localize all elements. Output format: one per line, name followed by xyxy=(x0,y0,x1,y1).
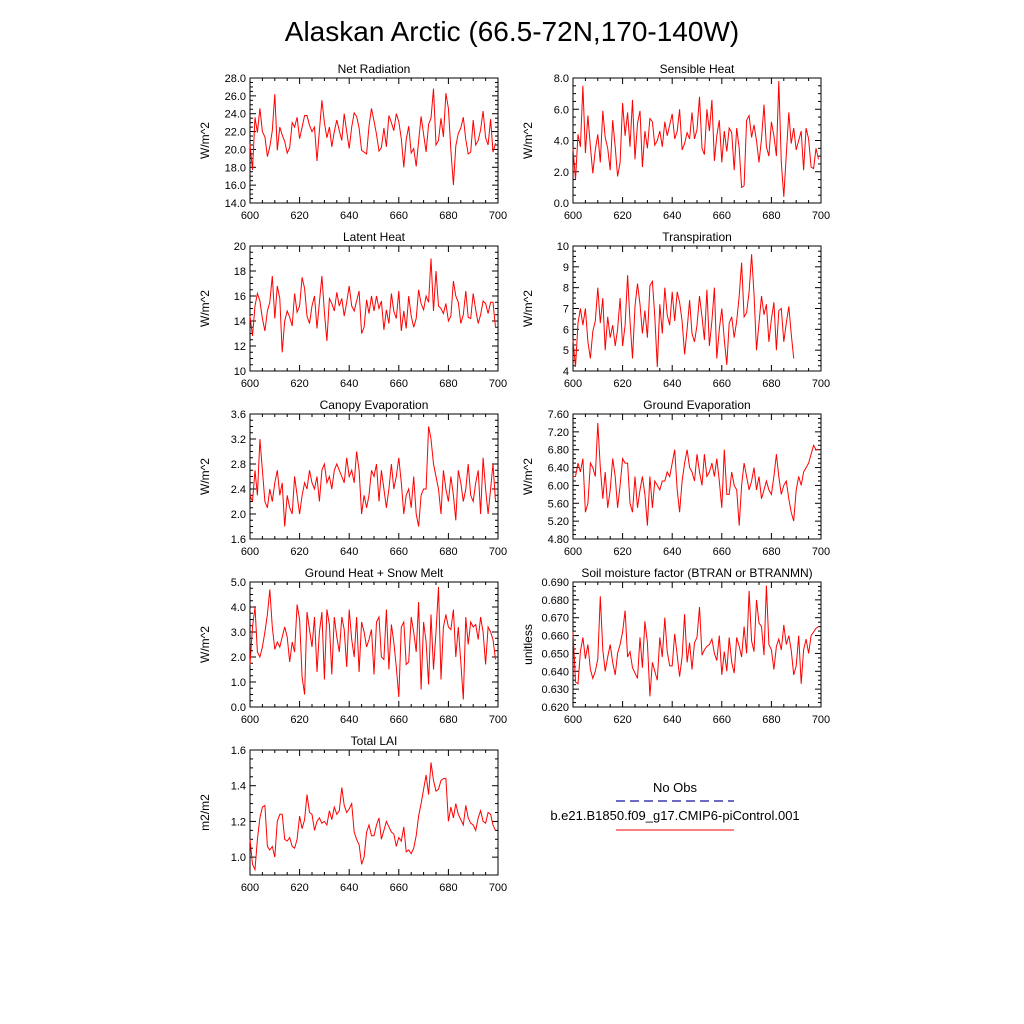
y-tick-label: 5 xyxy=(562,345,569,358)
panel-soil-moisture-factor-btran-or-btranmn xyxy=(521,566,830,726)
y-tick-label: 6.80 xyxy=(547,444,569,457)
y-tick-label: 3.2 xyxy=(230,434,246,446)
legend xyxy=(550,780,799,830)
x-tick-label: 700 xyxy=(488,882,508,894)
x-tick-label: 680 xyxy=(439,882,458,894)
panel-title: Sensible Heat xyxy=(659,62,735,76)
x-tick-label: 620 xyxy=(613,546,632,558)
panel-total-lai xyxy=(198,734,507,894)
y-tick-label: 7.60 xyxy=(547,409,569,421)
y-tick-label: 6.40 xyxy=(547,462,569,475)
y-tick-label: 4 xyxy=(562,366,569,378)
x-tick-label: 660 xyxy=(712,546,731,558)
x-tick-label: 640 xyxy=(340,714,359,726)
y-tick-label: 7.20 xyxy=(547,426,569,439)
y-axis-label: W/m^2 xyxy=(198,290,212,327)
panel-ground-evaporation xyxy=(521,398,830,558)
y-tick-label: 6.00 xyxy=(547,480,569,493)
series-line-soil-moisture-factor-btran-or-btranmn xyxy=(573,586,819,697)
x-tick-label: 660 xyxy=(389,714,408,726)
x-tick-label: 620 xyxy=(290,714,309,726)
series-line-net-radiation xyxy=(250,89,496,185)
panel-title: Transpiration xyxy=(662,230,732,244)
y-tick-label: 1.2 xyxy=(230,816,246,829)
y-tick-label: 5.60 xyxy=(547,498,569,511)
y-tick-label: 1.6 xyxy=(230,534,246,546)
x-tick-label: 660 xyxy=(712,210,731,222)
series-line-transpiration xyxy=(573,254,794,366)
y-tick-label: 0.680 xyxy=(541,594,569,607)
y-tick-label: 18 xyxy=(233,266,246,278)
y-tick-label: 26.0 xyxy=(224,90,246,103)
y-tick-label: 0.690 xyxy=(541,577,569,589)
y-tick-label: 0.0 xyxy=(553,198,569,210)
panel-title: Latent Heat xyxy=(342,230,406,244)
y-tick-label: 24.0 xyxy=(224,108,246,121)
y-tick-label: 16 xyxy=(233,291,246,303)
x-tick-label: 600 xyxy=(240,210,260,222)
y-tick-label: 2.0 xyxy=(553,166,569,179)
x-tick-label: 620 xyxy=(613,714,632,726)
x-tick-label: 640 xyxy=(663,210,682,222)
y-tick-label: 18.0 xyxy=(224,162,246,175)
y-tick-label: 6.0 xyxy=(553,104,569,117)
x-tick-label: 620 xyxy=(290,210,309,222)
x-tick-label: 700 xyxy=(811,546,831,558)
figure-title: Alaskan Arctic (66.5-72N,170-140W) xyxy=(284,16,740,47)
y-tick-label: 0.630 xyxy=(541,684,569,697)
y-tick-label: 2.8 xyxy=(230,459,246,471)
y-tick-label: 14.0 xyxy=(224,198,246,210)
x-tick-label: 600 xyxy=(240,714,260,726)
panel-net-radiation xyxy=(198,62,507,222)
x-tick-label: 600 xyxy=(240,546,260,558)
y-tick-label: 12 xyxy=(233,341,246,353)
legend-label-model: b.e21.B1850.f09_g17.CMIP6-piControl.001 xyxy=(550,808,800,823)
x-tick-label: 660 xyxy=(712,378,731,390)
series-line-latent-heat xyxy=(250,259,496,353)
x-tick-label: 640 xyxy=(663,546,682,558)
panel-title: Ground Heat + Snow Melt xyxy=(304,566,444,580)
y-tick-label: 8 xyxy=(562,282,569,295)
y-tick-label: 2.4 xyxy=(230,484,246,496)
y-tick-label: 1.0 xyxy=(230,677,246,689)
plot-frame xyxy=(250,78,498,203)
x-tick-label: 600 xyxy=(563,714,583,726)
y-tick-label: 3.0 xyxy=(230,627,246,639)
x-tick-label: 660 xyxy=(712,714,731,726)
y-axis-label: unitless xyxy=(521,624,535,665)
x-tick-label: 700 xyxy=(488,210,508,222)
panel-ground-heat-snow-melt xyxy=(198,566,507,726)
y-tick-label: 1.4 xyxy=(230,780,246,793)
y-tick-label: 0.0 xyxy=(230,702,246,714)
x-tick-label: 660 xyxy=(389,546,408,558)
x-tick-label: 640 xyxy=(340,378,359,390)
panel-canopy-evaporation xyxy=(198,398,507,558)
x-tick-label: 680 xyxy=(762,546,781,558)
y-tick-label: 8.0 xyxy=(553,73,569,85)
y-tick-label: 0.660 xyxy=(541,630,569,643)
x-tick-label: 640 xyxy=(340,210,359,222)
y-axis-label: m2/m2 xyxy=(198,794,212,831)
panel-title: Soil moisture factor (BTRAN or BTRANMN) xyxy=(581,566,813,580)
x-tick-label: 700 xyxy=(488,714,508,726)
x-tick-label: 700 xyxy=(811,378,831,390)
x-tick-label: 600 xyxy=(240,882,260,894)
y-tick-label: 1.0 xyxy=(230,852,246,865)
legend-label-obs: No Obs xyxy=(652,780,698,795)
panel-title: Net Radiation xyxy=(337,62,411,76)
y-tick-label: 4.80 xyxy=(547,534,569,546)
y-tick-label: 20.0 xyxy=(224,144,246,157)
y-tick-label: 20 xyxy=(233,241,246,253)
y-tick-label: 10 xyxy=(233,366,246,378)
panel-title: Ground Evaporation xyxy=(643,398,751,412)
x-tick-label: 680 xyxy=(762,714,781,726)
x-tick-label: 680 xyxy=(439,378,458,390)
y-tick-label: 0.670 xyxy=(541,612,569,625)
x-tick-label: 660 xyxy=(389,378,408,390)
y-tick-label: 14 xyxy=(233,316,246,328)
x-tick-label: 680 xyxy=(439,714,458,726)
series-line-total-lai xyxy=(250,763,496,870)
y-tick-label: 1.6 xyxy=(230,745,246,757)
x-tick-label: 620 xyxy=(290,546,309,558)
y-axis-label: W/m^2 xyxy=(521,458,535,495)
y-tick-label: 0.620 xyxy=(541,702,569,714)
y-tick-label: 5.20 xyxy=(547,516,569,529)
x-tick-label: 640 xyxy=(663,714,682,726)
y-tick-label: 10 xyxy=(556,241,569,253)
series-line-ground-evaporation xyxy=(573,423,819,526)
panel-title: Canopy Evaporation xyxy=(319,398,429,412)
y-tick-label: 0.650 xyxy=(541,648,569,661)
x-tick-label: 660 xyxy=(389,210,408,222)
series-line-ground-heat-snow-melt xyxy=(250,587,496,700)
y-axis-label: W/m^2 xyxy=(198,626,212,663)
plot-frame xyxy=(573,78,821,203)
y-tick-label: 16.0 xyxy=(224,180,246,193)
x-tick-label: 620 xyxy=(290,882,309,894)
plot-frame xyxy=(573,246,821,371)
x-tick-label: 600 xyxy=(563,546,583,558)
plot-frame xyxy=(250,750,498,875)
y-axis-label: W/m^2 xyxy=(521,122,535,159)
panel-title: Total LAI xyxy=(350,734,398,748)
x-tick-label: 700 xyxy=(811,210,831,222)
y-tick-label: 5.0 xyxy=(230,577,246,589)
y-tick-label: 0.640 xyxy=(541,666,569,679)
x-tick-label: 680 xyxy=(439,546,458,558)
y-axis-label: W/m^2 xyxy=(521,290,535,327)
y-tick-label: 7 xyxy=(562,303,569,316)
y-tick-label: 9 xyxy=(562,261,569,274)
y-tick-label: 2.0 xyxy=(230,652,246,664)
panel-sensible-heat xyxy=(521,62,830,222)
x-tick-label: 600 xyxy=(563,210,583,222)
panel-transpiration xyxy=(521,230,830,390)
series-line-sensible-heat xyxy=(573,81,819,197)
y-tick-label: 4.0 xyxy=(230,602,246,614)
x-tick-label: 660 xyxy=(389,882,408,894)
y-tick-label: 3.6 xyxy=(230,409,246,421)
x-tick-label: 600 xyxy=(563,378,583,390)
y-tick-label: 4.0 xyxy=(553,135,569,148)
x-tick-label: 700 xyxy=(811,714,831,726)
y-tick-label: 28.0 xyxy=(224,73,246,85)
plot-frame xyxy=(573,414,821,539)
x-tick-label: 620 xyxy=(613,378,632,390)
x-tick-label: 640 xyxy=(340,882,359,894)
x-tick-label: 700 xyxy=(488,378,508,390)
x-tick-label: 600 xyxy=(240,378,260,390)
x-tick-label: 700 xyxy=(488,546,508,558)
x-tick-label: 680 xyxy=(439,210,458,222)
y-tick-label: 2.0 xyxy=(230,509,246,521)
x-tick-label: 620 xyxy=(613,210,632,222)
panel-latent-heat xyxy=(198,230,507,390)
x-tick-label: 640 xyxy=(663,378,682,390)
plot-frame xyxy=(250,582,498,707)
x-tick-label: 620 xyxy=(290,378,309,390)
x-tick-label: 680 xyxy=(762,210,781,222)
series-line-canopy-evaporation xyxy=(250,427,496,527)
x-tick-label: 680 xyxy=(762,378,781,390)
panels xyxy=(198,62,830,894)
y-tick-label: 6 xyxy=(562,324,569,337)
y-axis-label: W/m^2 xyxy=(198,122,212,159)
x-tick-label: 640 xyxy=(340,546,359,558)
y-tick-label: 22.0 xyxy=(224,126,246,139)
y-axis-label: W/m^2 xyxy=(198,458,212,495)
